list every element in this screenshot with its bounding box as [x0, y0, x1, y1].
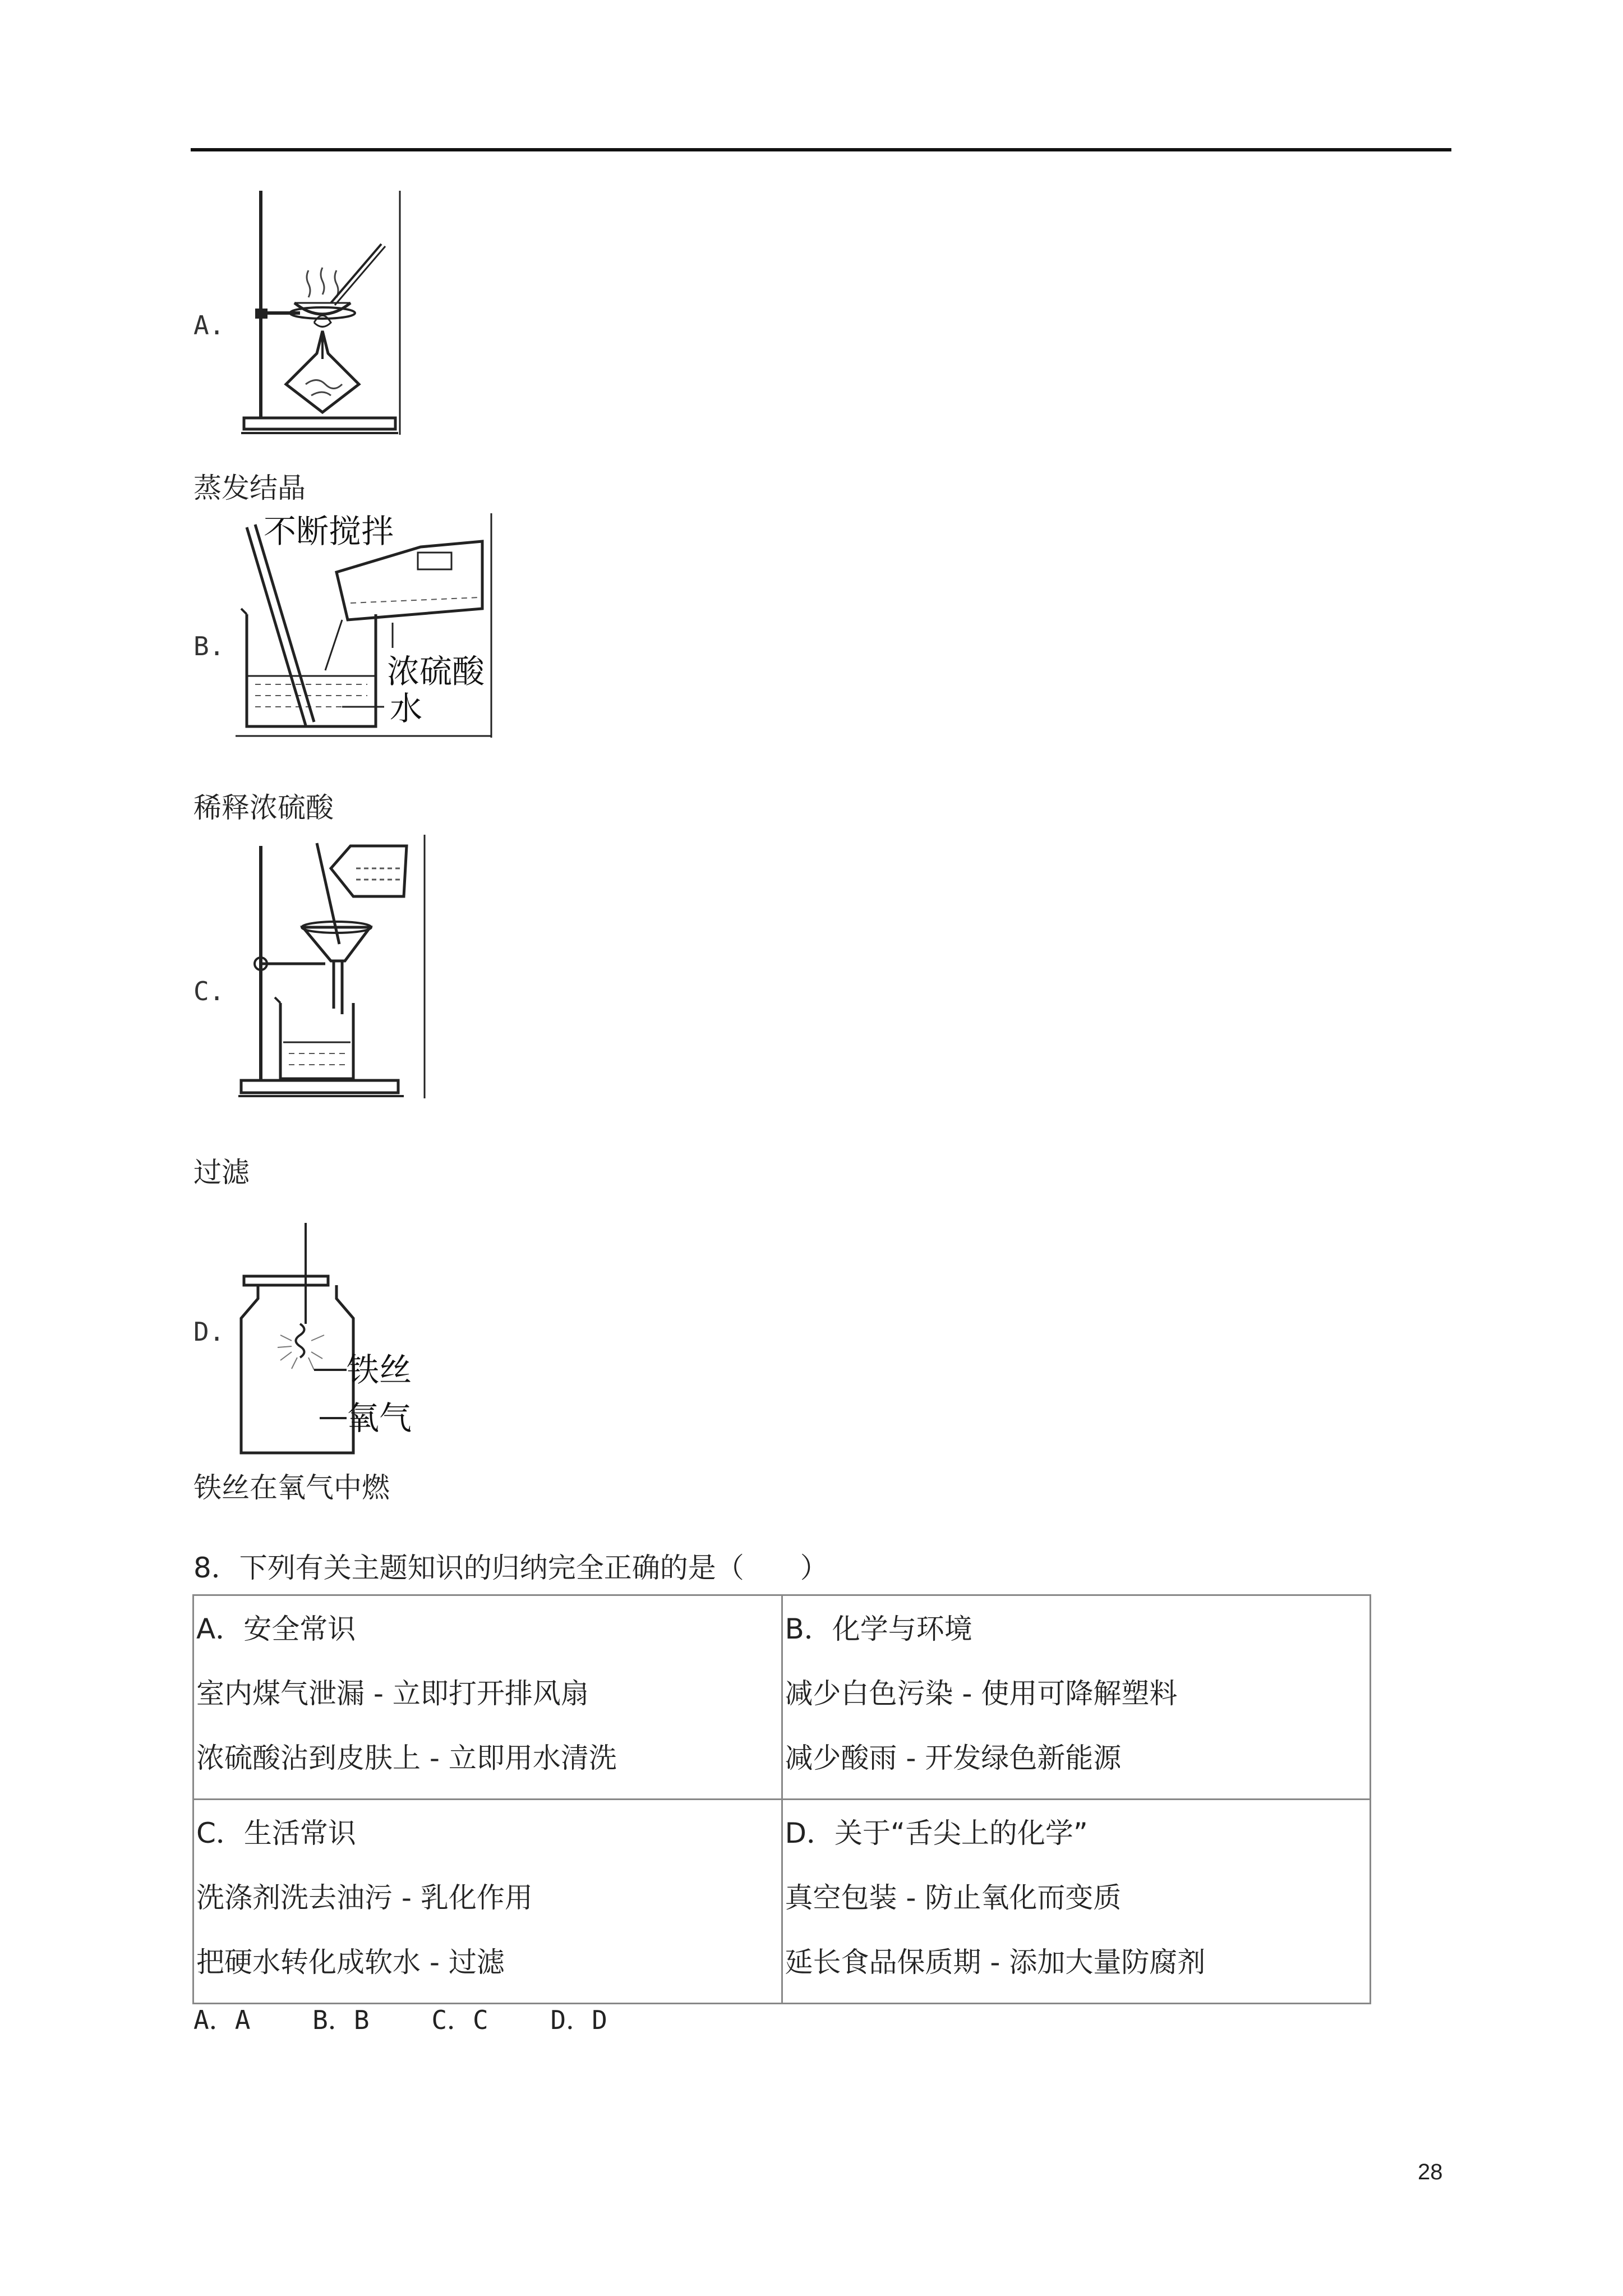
cell-line: 延长食品保质期 - 添加大量防腐剂 — [785, 1946, 1206, 1978]
cell-title: D．关于“舌尖上的化学” — [785, 1817, 1088, 1849]
cell-line: 减少白色污染 - 使用可降解塑料 — [785, 1677, 1178, 1710]
dilute-sulfuric-acid-figure — [236, 513, 494, 738]
table-row — [193, 1800, 1371, 2004]
header-rule — [191, 148, 1451, 151]
choice-d[interactable]: D．D — [550, 2005, 607, 2035]
cell-line: 室内煤气泄漏 - 立即打开排风扇 — [196, 1677, 589, 1710]
label-conc-acid: 浓硫酸 — [387, 652, 485, 691]
cell-line: 浓硫酸沾到皮肤上 - 立即用水清洗 — [196, 1742, 617, 1774]
answer-choices — [193, 2000, 607, 2037]
option-a-letter: A. — [193, 310, 225, 341]
table-row — [193, 1595, 1371, 1800]
label-iron-wire: 铁丝 — [347, 1351, 412, 1389]
option-a-caption: 蒸发结晶 — [193, 472, 306, 504]
page-number: 28 — [1418, 2160, 1443, 2184]
filtration-figure — [236, 835, 426, 1098]
label-water: 水 — [390, 689, 423, 728]
cell-line: 洗涤剂洗去油污 - 乳化作用 — [196, 1881, 533, 1914]
iron-wire-combustion-figure — [236, 1223, 415, 1458]
label-stirring: 不断搅拌 — [264, 513, 394, 550]
option-d-letter: D. — [193, 1317, 225, 1347]
evaporation-apparatus-figure — [238, 191, 401, 435]
table-cell-a — [193, 1595, 782, 1800]
table-cell-b — [782, 1595, 1371, 1800]
question-8-text: 8．下列有关主题知识的归纳完全正确的是（ ） — [193, 1552, 828, 1584]
label-oxygen: 氧气 — [347, 1399, 412, 1437]
table-cell-d — [782, 1800, 1371, 2004]
choice-b[interactable]: B．B — [312, 2005, 370, 2035]
option-d-caption: 铁丝在氧气中燃 — [193, 1471, 390, 1504]
choice-a[interactable]: A．A — [193, 2005, 251, 2035]
option-b-letter: B. — [193, 631, 225, 661]
cell-line: 减少酸雨 - 开发绿色新能源 — [785, 1742, 1122, 1774]
cell-line: 真空包装 - 防止氧化而变质 — [785, 1881, 1122, 1914]
knowledge-summary-table — [192, 1594, 1371, 2004]
cell-line: 把硬水转化成软水 - 过滤 — [196, 1946, 505, 1978]
cell-title: C．生活常识 — [196, 1817, 356, 1849]
option-c-caption: 过滤 — [193, 1156, 250, 1189]
table-cell-c — [193, 1800, 782, 2004]
option-c-letter: C. — [193, 976, 225, 1006]
option-b-caption: 稀释浓硫酸 — [193, 792, 334, 824]
cell-title: A．安全常识 — [196, 1613, 356, 1645]
cell-title: B．化学与环境 — [785, 1613, 972, 1645]
choice-c[interactable]: C．C — [431, 2005, 488, 2035]
